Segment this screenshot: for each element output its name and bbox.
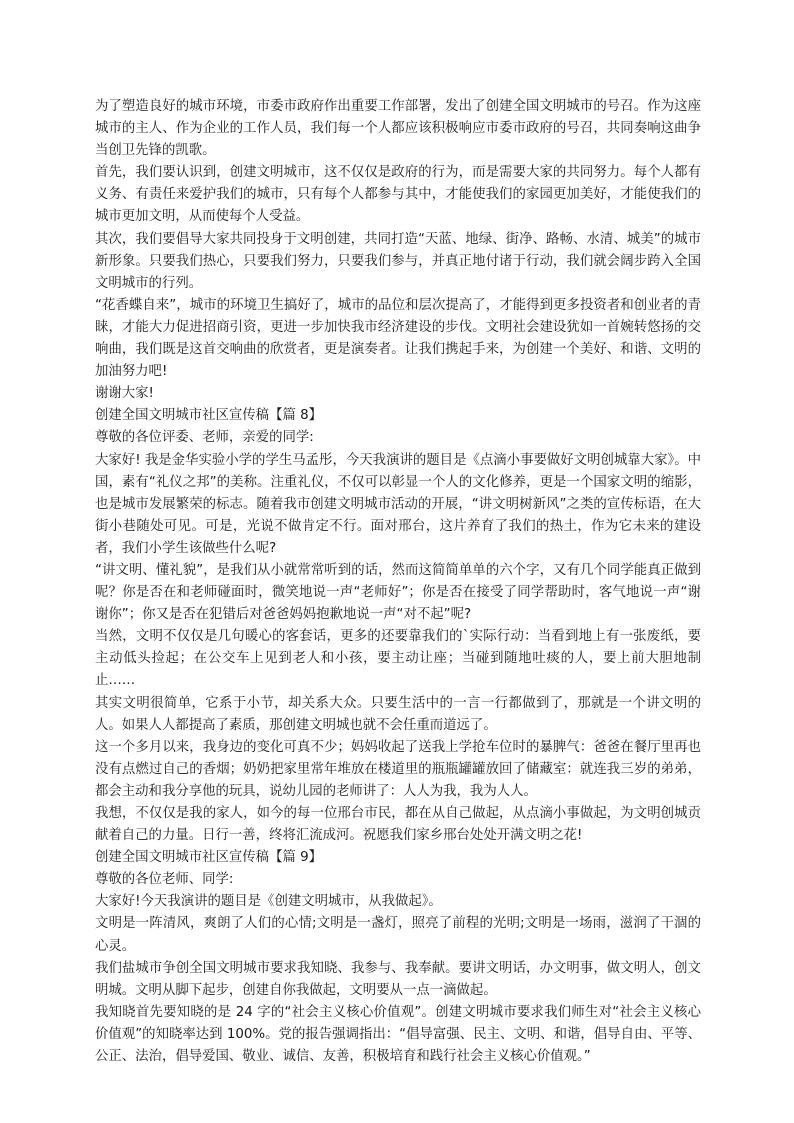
salutation: 尊敬的各位评委、老师，亲爱的同学: xyxy=(95,430,314,446)
paragraph: 大家好! 我是金华实验小学的学生马孟彤，今天我演讲的题目是《点滴小事要做好文明创城靠大家》。中国，素有“礼仪之邦”的美称。注重礼仪，不仅可以彰显一个人的文化修养，更是一个国家文明的缩影，也是城市发展繁荣的标志。随着我市创建文明城市活动的开展，“讲文明树新风”之类的宣传标语，在大街小巷随处可见。可是，光说不做肯定不行。面对邢台，这片养育了我们的热土，作为它未来的建设者，我们小学生该做些什么呢? xyxy=(95,452,701,556)
paragraph: 其实文明很简单，它系于小节，却关系大众。只要生活中的一言一行都做到了，那就是一个讲文明的人。如果人人都提高了素质，那创建文明城也就不会任重而道远了。 xyxy=(95,695,701,733)
paragraph: 当然，文明不仅仅是几句暖心的客套话，更多的还要靠我们的`实际行动：当看到地上有一张废纸，要主动低头捡起；在公交车上见到老人和小孩，要主动让座；当碰到随地吐痰的人，要上前大胆地制止…… xyxy=(95,629,701,689)
paragraph: 这一个多月以来，我身边的变化可真不少；妈妈收起了送我上学抢车位时的暴脾气：爸爸在餐厅里再也没有点燃过自己的香烟；奶奶把家里常年堆放在楼道里的瓶瓶罐罐放回了储藏室：就连我三岁的弟弟，都会主动和我分享他的玩具，说幼儿园的老师讲了：人人为我，我为人人。 xyxy=(95,739,701,799)
paragraph: 为了塑造良好的城市环境，市委市政府作出重要工作部署，发出了创建全国文明城市的号召。作为这座城市的主人、作为企业的工作人员，我们每一个人都应该积极响应市委市政府的号召，共同奏响这曲争当创卫先锋的凯歌。 xyxy=(95,99,701,159)
section-heading: 创建全国文明城市社区宣传稿【篇 8】 xyxy=(95,408,323,424)
paragraph: 首先，我们要认识到，创建文明城市，这不仅仅是政府的行为，而是需要大家的共同努力。每个人都有义务、有责任来爱护我们的城市，只有每个人都参与其中，才能使我们的家园更加美好，才能使我们的城市更加文明，从而使每个人受益。 xyxy=(95,165,701,225)
paragraph: 我想，不仅仅是我的家人，如今的每一位邢台市民，都在从自己做起，从点滴小事做起，为文明创城贡献着自己的力量。日行一善，终将汇流成河。祝愿我们家乡邢台处处开满文明之花! xyxy=(95,806,701,844)
paragraph: 其次，我们要倡导大家共同投身于文明创建，共同打造“天蓝、地绿、街净、路畅、水清、城美”的城市新形象。只要我们热心，只要我们努力，只要我们参与，并真正地付诸于行动，我们就会阔步跨入全国文明城市的行列。 xyxy=(95,231,701,291)
document-body xyxy=(95,96,701,1068)
paragraph: 文明是一阵清风，爽朗了人们的心情;文明是一盏灯，照亮了前程的光明;文明是一场雨，滋润了干涸的心灵。 xyxy=(95,916,701,954)
paragraph: “讲文明、懂礼貌”，是我们从小就常常听到的话，然而这简简单单的六个字，又有几个同学能真正做到呢？你是否在和老师碰面时，微笑地说一声“老师好”；你是否在接受了同学帮助时，客气地说一声“谢谢你”；你又是否在犯错后对爸爸妈妈抱歉地说一声“对不起”呢? xyxy=(95,562,701,623)
paragraph: 我知晓首先要知晓的是 24 字的“社会主义核心价值观”。创建文明城市要求我们师生对“社会主义核心价值观”的知晓率达到 100%。党的报告强调指出：“倡导富强、民主、文明、和谐，倡导自由、平等、公正、法治，倡导爱国、敬业、诚信、友善，积极培育和践行社会主义核心价值观。” xyxy=(95,1004,701,1065)
salutation: 尊敬的各位老师、同学: xyxy=(95,872,234,888)
paragraph: 我们盐城市争创全国文明城市要求我知晓、我参与、我奉献。要讲文明话，办文明事，做文明人，创文明城。文明从脚下起步，创建自你我做起，文明要从一点一滴做起。 xyxy=(95,960,701,998)
section-heading: 创建全国文明城市社区宣传稿【篇 9】 xyxy=(95,850,323,866)
paragraph: “花香蝶自来”，城市的环境卫生搞好了，城市的品位和层次提高了，才能得到更多投资者和创业者的青睐，才能大力促进招商引资，更进一步加快我市经济建设的步伐。文明社会建设犹如一首婉转悠扬的交响曲，我们既是这首交响曲的欣赏者，更是演奏者。让我们携起手来，为创建一个美好、和谐、文明的加油努力吧! xyxy=(95,297,701,380)
paragraph: 大家好!今天我演讲的题目是《创建文明城市，从我做起》。 xyxy=(95,894,442,910)
closing-line: 谢谢大家! xyxy=(95,386,154,402)
